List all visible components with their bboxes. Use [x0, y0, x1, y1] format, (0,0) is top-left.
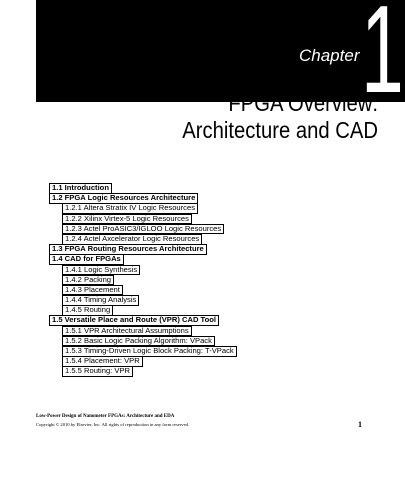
toc-section-link[interactable]: [49, 244, 309, 254]
page-number: 1: [358, 420, 362, 429]
toc-subsection-link[interactable]: [49, 305, 309, 315]
toc-subsection-link[interactable]: [49, 366, 309, 376]
page-footer: [36, 413, 366, 428]
toc-entry-label: 1.5.4 Placement: VPR: [62, 356, 143, 367]
toc-section-link[interactable]: [49, 193, 309, 203]
toc-entry-label: 1.5 Versatile Place and Route (VPR) CAD Tool: [49, 315, 219, 326]
toc-subsection-link[interactable]: [49, 326, 309, 336]
toc-section-link[interactable]: [49, 315, 309, 325]
chapter-title-line-2: Architecture and CAD: [182, 117, 378, 143]
toc-entry-label: 1.2.4 Actel Axcelerator Logic Resources: [62, 234, 202, 245]
toc-subsection-link[interactable]: [49, 356, 309, 366]
toc-subsection-link[interactable]: [49, 224, 309, 234]
toc-subsection-link[interactable]: [49, 234, 309, 244]
toc-entry-label: 1.5.2 Basic Logic Packing Algorithm: VPack: [62, 336, 215, 347]
toc-entry-label: 1.4 CAD for FPGAs: [49, 254, 124, 265]
toc-entry-label: 1.1 Introduction: [49, 183, 112, 194]
table-of-contents: [49, 183, 309, 377]
chapter-number: 1: [361, 0, 404, 119]
toc-entry-label: 1.4.2 Packing: [62, 275, 114, 286]
toc-entry-label: 1.5.5 Routing: VPR: [62, 366, 133, 377]
toc-entry-label: 1.2.3 Actel ProASIC3/IGLOO Logic Resources: [62, 224, 224, 235]
toc-subsection-link[interactable]: [49, 214, 309, 224]
toc-subsection-link[interactable]: [49, 285, 309, 295]
toc-entry-label: 1.4.5 Routing: [62, 305, 113, 316]
toc-entry-label: 1.3 FPGA Routing Resources Architecture: [49, 244, 207, 255]
chapter-title: [78, 90, 378, 144]
footer-book-title: Low-Power Design of Nanometer FPGAs: Architecture and EDA: [36, 414, 175, 419]
toc-entry-label: 1.4.3 Placement: [62, 285, 123, 296]
footer-copyright: Copyright © 2010 by Elsevier, Inc. All rights of reproduction in any form reserved.: [36, 422, 190, 427]
toc-subsection-link[interactable]: [49, 295, 309, 305]
toc-subsection-link[interactable]: [49, 265, 309, 275]
toc-entry-label: 1.5.1 VPR Architectural Assumptions: [62, 326, 192, 337]
toc-entry-label: 1.2.1 Altera Stratix IV Logic Resources: [62, 203, 198, 214]
toc-entry-label: 1.5.3 Timing-Driven Logic Block Packing: T-VPack: [62, 346, 237, 357]
toc-section-link[interactable]: [49, 254, 309, 264]
toc-subsection-link[interactable]: [49, 203, 309, 213]
chapter-label: Chapter: [299, 46, 360, 65]
toc-entry-label: 1.2.2 Xilinx Virtex-5 Logic Resources: [62, 214, 192, 225]
toc-subsection-link[interactable]: [49, 346, 309, 356]
toc-subsection-link[interactable]: [49, 275, 309, 285]
toc-subsection-link[interactable]: [49, 336, 309, 346]
toc-section-link[interactable]: [49, 183, 309, 193]
toc-entry-label: 1.4.1 Logic Synthesis: [62, 265, 140, 276]
toc-entry-label: 1.4.4 Timing Analysis: [62, 295, 139, 306]
toc-entry-label: 1.2 FPGA Logic Resources Architecture: [49, 193, 198, 204]
chapter-title-line-1: FPGA Overview:: [228, 90, 378, 116]
